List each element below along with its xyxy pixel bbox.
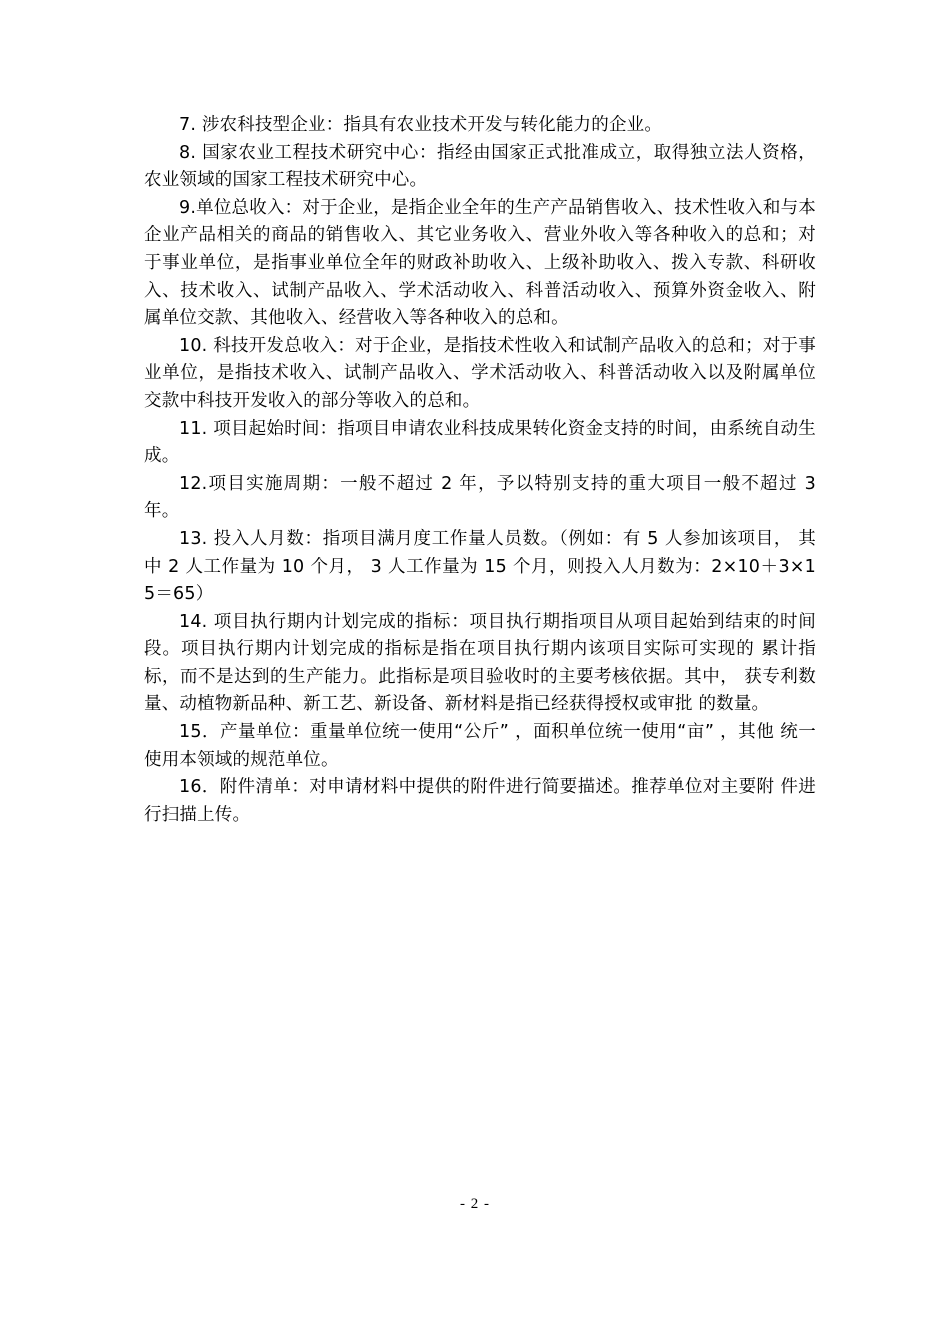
paragraph-item-11: 11. 项目起始时间：指项目申请农业科技成果转化资金支持的时间，由系统自动生成。 — [144, 418, 816, 467]
body-text — [144, 112, 816, 829]
paragraph-item-7: 7. 涉农科技型企业：指具有农业技术开发与转化能力的企业。 — [179, 115, 663, 135]
paragraph-item-8: 8. 国家农业工程技术研究中心：指经由国家正式批准成立，取得独立法人资格，农业领域的国家工程技术研究中心。 — [144, 142, 816, 191]
paragraph-item-9: 9.单位总收入：对于企业，是指企业全年的生产产品销售收入、技术性收入和与本企业产品相关的商品的销售收入、其它业务收入、营业外收入等各种收入的总和；对于事业单位，是指事业单位全年的财政补助收入、上级补助收入、拨入专款、科研收入、技术收入、试制产品收入、学术活动收入、科普活动收入、预算外资金收入、附属单位交款、其他收入、经营收入等各种收入的总和。 — [144, 197, 816, 329]
paragraph-item-10: 10. 科技开发总收入：对于企业，是指技术性收入和试制产品收入的总和；对于事业单位，是指技术收入、试制产品收入、学术活动收入、科普活动收入以及附属单位交款中科技开发收入的部分等收入的总和。 — [144, 335, 816, 411]
page-number: - 2 - — [460, 1196, 490, 1212]
paragraph-item-16: 16．附件清单：对申请材料中提供的附件进行简要描述。推荐单位对主要附 件进行扫描上传。 — [144, 777, 816, 825]
paragraph-item-13: 13. 投入人月数：指项目满月度工作量人员数。（例如：有 5 人参加该项目， 其中 2 人工作量为 10 个月， 3 人工作量为 15 个月，则投入人月数为：2×10＋3×15＝65） — [144, 528, 816, 605]
paragraph-item-12: 12.项目实施周期：一般不超过 2 年，予以特别支持的重大项目一般不超过 3 年。 — [144, 473, 816, 522]
paragraph-item-15: 15．产量单位：重量单位统一使用“公斤” ，面积单位统一使用“亩” ，其他 统一使用本领域的规范单位。 — [144, 722, 816, 770]
paragraph-item-14: 14. 项目执行期内计划完成的指标：项目执行期指项目从项目起始到结束的时间段。项目执行期内计划完成的指标是指在项目执行期内该项目实际可实现的 累计指标，而不是达到的生产能力。此指标是项目验收时的主要考核依据。其中， 获专利数量、动植物新品种、新工艺、新设备、新材料是指已经获得授权或审批 的数量。 — [144, 611, 816, 715]
